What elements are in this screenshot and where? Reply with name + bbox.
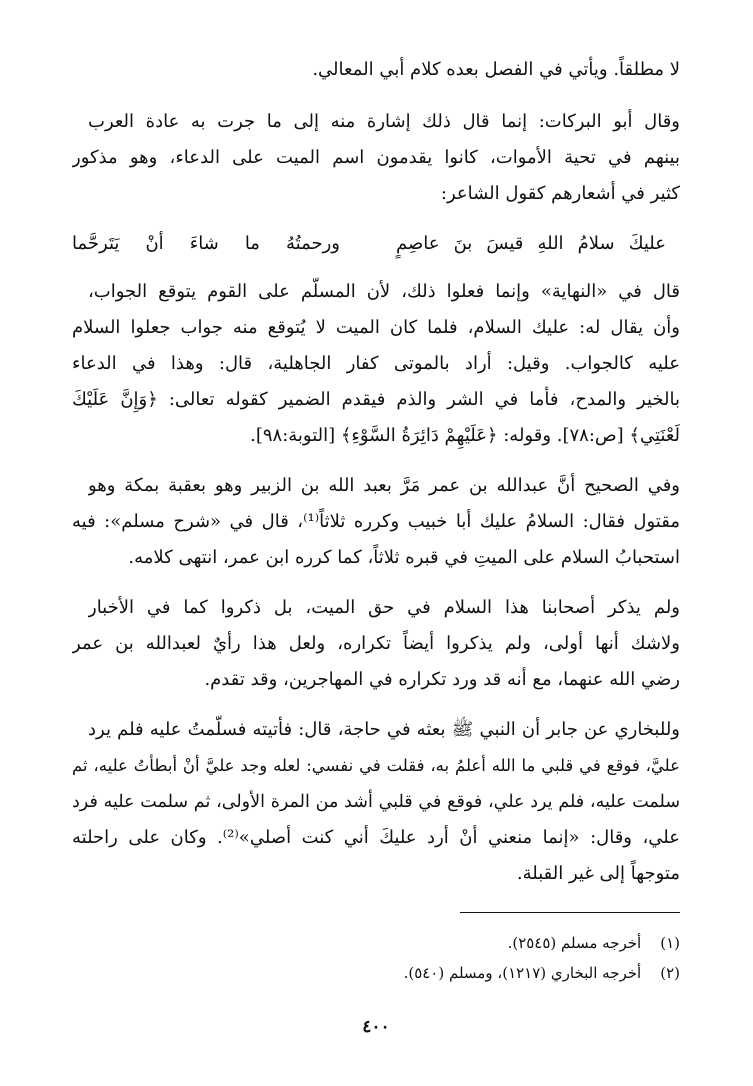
text-line: رضي الله عنهما، مع أنه قد ورد تكراره في المهاجرين، وقد تقدم.: [204, 669, 680, 690]
text-line: قال في «النهاية» وإنما فعلوا ذلك، لأن المسلّم على القوم يتوقع الجواب،: [88, 281, 680, 302]
text-line: بينهم في تحية الأموات، كانوا يقدمون اسم الميت على الدعاء، وهو مذكور: [72, 147, 680, 168]
poetry-verse: [72, 224, 680, 264]
text-line: وفي الصحيح أنَّ عبدالله بن عمر مَرَّ بعبد الله بن الزبير وهو بعقبة بمكة وهو: [88, 475, 680, 496]
text-line: بالخير والمدح، فأما في الشر والذم فيقدم الضمير كقوله تعالى: ﴿وَإِنَّ عَلَيْكَ: [72, 389, 680, 410]
text-line: ولاشك أنها أولى، ولم يذكروا أيضاً تكراره، ولعل هذا رأيٌ لعبدالله بن عمر: [72, 633, 680, 654]
page-number: ٤٠٠: [362, 1017, 390, 1037]
footnote-number: (١): [660, 934, 680, 952]
text-line: مقتول فقال: السلامُ عليك أبا خبيب وكرره ثلاثاً⁽¹⁾، قال في «شرح مسلم»: فيه: [72, 511, 680, 532]
footnote-number: (٢): [660, 964, 680, 982]
text-line: عليَّ، فوقع في قلبي ما الله أعلمُ به، فقلت في نفسي: لعله وجد عليَّ أنْ أبطأتُ عليه، ثم: [72, 756, 680, 775]
footnote: [72, 928, 680, 958]
text-line: لَعْنَتِي﴾ [ص:٧٨]. وقوله: ﴿عَلَيْهِمْ دَائِرَةُ السَّوْءِ﴾ [التوبة:٩٨].: [250, 425, 680, 446]
verse-second-hemistich: ورحمتُهُ ما شاءَ أنْ يَتَرحَّما: [72, 233, 340, 254]
footnote-separator: [460, 912, 680, 913]
text-line: وأن يقال له: عليك السلام، فلما كان الميت لا يُتوقع منه جواب جعلوا السلام: [72, 317, 680, 338]
footnote-text: أخرجه البخاري (١٢١٧)، ومسلم (٥٤٠).: [403, 964, 642, 982]
text-line: عليه كالجواب. وقيل: أراد بالموتى كفار الجاهلية، قال: وهذا في الدعاء: [72, 353, 680, 374]
text-line: علي، وقال: «إنما منعني أنْ أرد عليكَ أني كنت أصلي»⁽²⁾. وكان على راحلته: [72, 827, 680, 848]
text-line: وقال أبو البركات: إنما قال ذلك إشارة منه إلى ما جرت به عادة العرب: [88, 111, 680, 132]
text-line: متوجهاً إلى غير القبلة.: [516, 863, 680, 884]
page-content: [72, 52, 680, 1052]
text-line: سلمت عليه، فلم يرد علي، فوقع في قلبي أشد من المرة الأولى، ثم سلمت عليه فرد: [72, 792, 680, 812]
footnote-text: أخرجه مسلم (٢٥٤٥).: [507, 934, 642, 952]
text-line: وللبخاري عن جابر أن النبي ﷺ بعثه في حاجة، قال: فأتيته فسلّمتُ عليه فلم يرد: [88, 719, 680, 740]
text-line: ولم يذكر أصحابنا هذا السلام في حق الميت، بل ذكروا كما في الأخبار: [88, 597, 680, 618]
text-line: استحبابُ السلام على الميتِ في قبره ثلاثاً، كما كرره ابن عمر، انتهى كلامه.: [128, 547, 680, 568]
footnote: [72, 958, 680, 988]
verse-first-hemistich: عليكَ سلامُ اللهِ قيسَ بنَ عاصِمٍ: [396, 233, 666, 254]
text-line: لا مطلقاً. ويأتي في الفصل بعده كلام أبي المعالي.: [312, 59, 680, 80]
text-line: كثير في أشعارهم كقول الشاعر:: [440, 183, 680, 204]
